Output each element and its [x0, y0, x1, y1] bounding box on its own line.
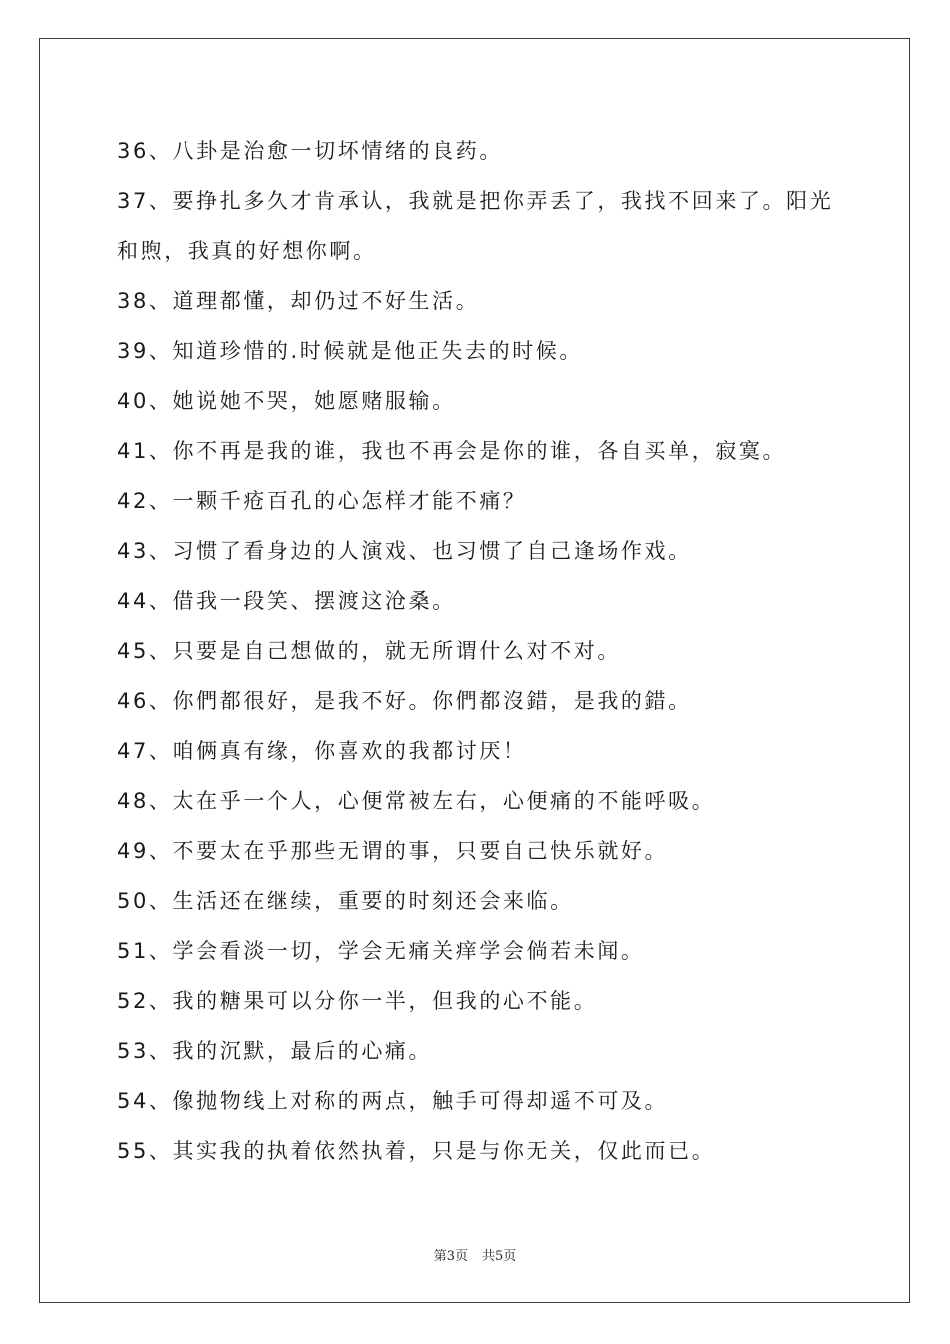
quote-line: 51、学会看淡一切，学会无痛关痒学会倘若未闻。: [117, 939, 645, 963]
quote-line: 41、你不再是我的谁，我也不再会是你的谁，各自买单，寂寞。: [117, 439, 787, 463]
quote-line: 36、八卦是治愈一切坏情绪的良药。: [117, 139, 503, 163]
quote-line: 45、只要是自己想做的，就无所谓什么对不对。: [117, 639, 621, 663]
quote-line: 42、一颗千疮百孔的心怎样才能不痛？: [117, 489, 527, 513]
quote-line: 50、生活还在继续，重要的时刻还会来临。: [117, 889, 574, 913]
page-number-current: 第3页: [433, 1249, 468, 1264]
page-footer: [0, 1245, 950, 1264]
quote-line: 52、我的糖果可以分你一半，但我的心不能。: [117, 989, 598, 1013]
quote-line: 40、她说她不哭，她愿赌服输。: [117, 389, 456, 413]
quote-line: 43、习惯了看身边的人演戏、也习惯了自己逢场作戏。: [117, 539, 692, 563]
quote-line: 53、我的沉默，最后的心痛。: [117, 1039, 433, 1063]
quote-line: 39、知道珍惜的.时候就是他正失去的时候。: [117, 339, 583, 363]
page-number-total: 共5页: [482, 1249, 517, 1264]
quote-line: 54、像抛物线上对称的两点，触手可得却遥不可及。: [117, 1089, 669, 1113]
quote-line: 49、不要太在乎那些无谓的事，只要自己快乐就好。: [117, 839, 669, 863]
quote-line: 和煦，我真的好想你啊。: [117, 239, 377, 263]
quote-line: 44、借我一段笑、摆渡这沧桑。: [117, 589, 456, 613]
quote-line: 37、要挣扎多久才肯承认，我就是把你弄丢了，我找不回来了。阳光: [117, 189, 834, 213]
quote-line: 46、你們都很好，是我不好。你們都沒錯，是我的錯。: [117, 689, 692, 713]
quote-line: 48、太在乎一个人，心便常被左右，心便痛的不能呼吸。: [117, 789, 716, 813]
quote-list: [117, 126, 847, 1176]
quote-line: 38、道理都懂，却仍过不好生活。: [117, 289, 480, 313]
quote-line: 47、咱俩真有缘，你喜欢的我都讨厌！: [117, 739, 527, 763]
quote-line: 55、其实我的执着依然执着，只是与你无关，仅此而已。: [117, 1139, 716, 1163]
